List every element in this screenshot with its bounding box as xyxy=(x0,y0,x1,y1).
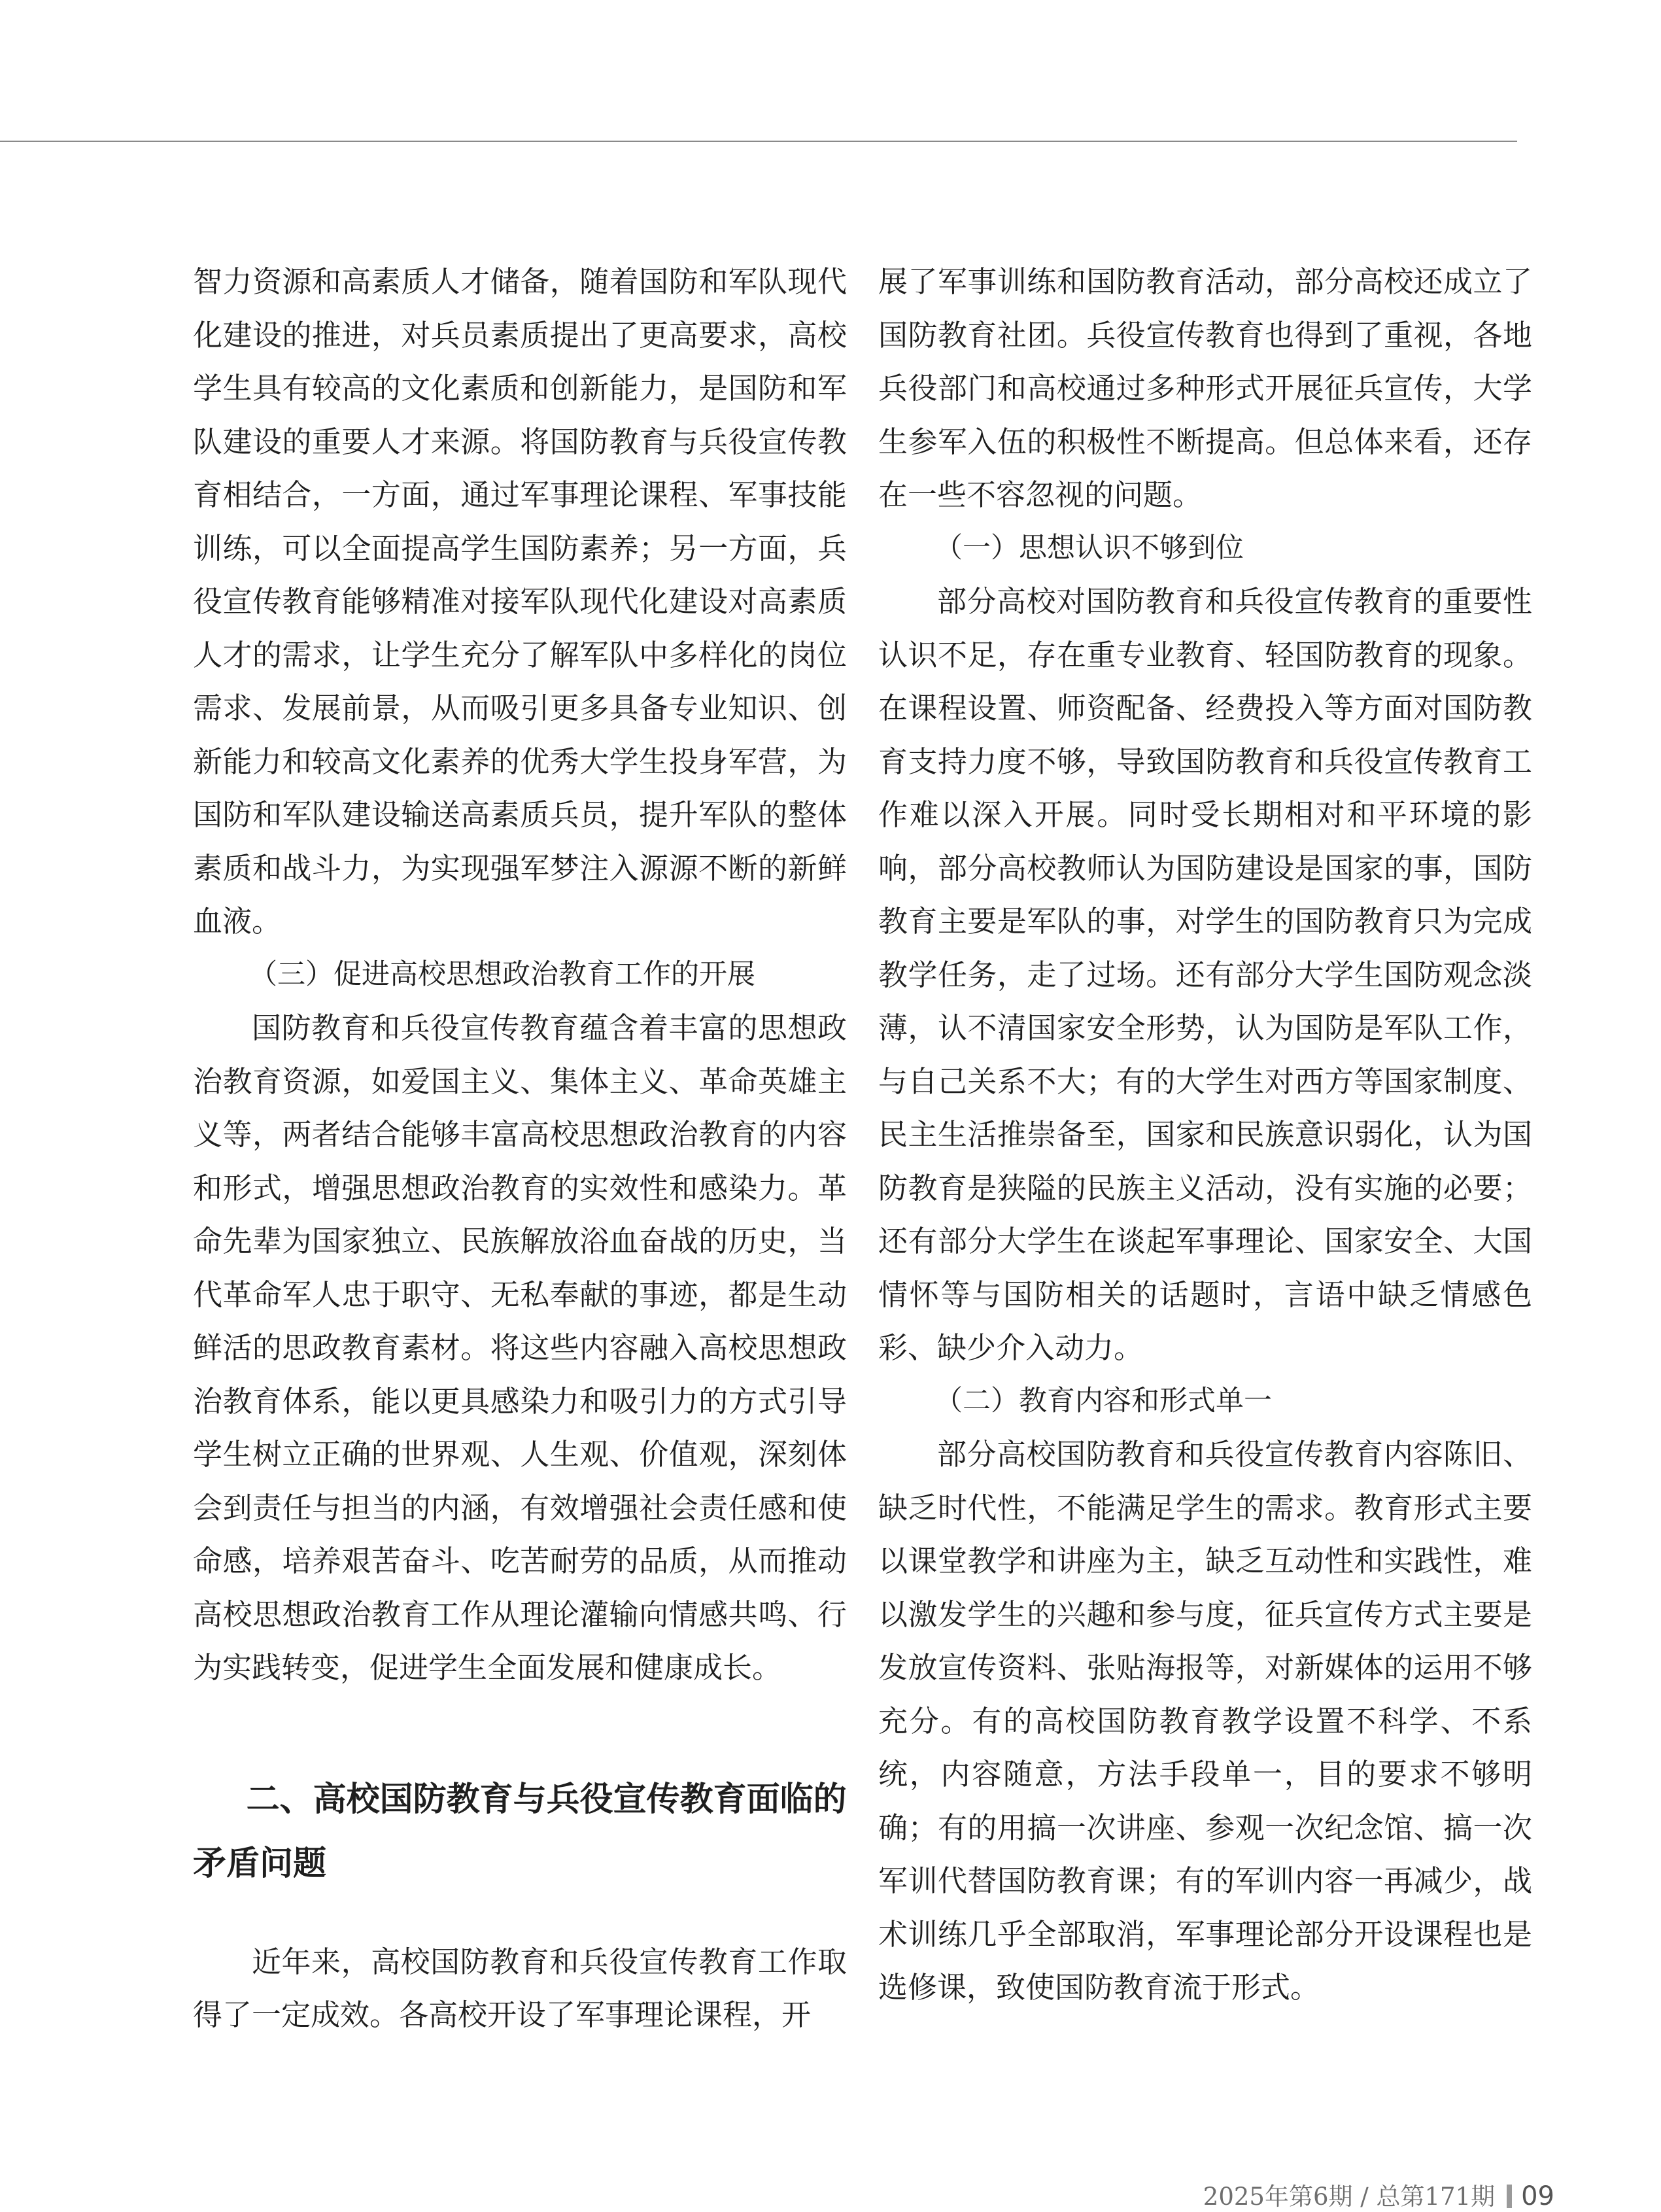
page-footer xyxy=(1203,2177,1554,2212)
subsection-heading: （二）教育内容和形式单一 xyxy=(934,1384,1272,1417)
left-column xyxy=(193,255,847,2042)
body-paragraph: 展了军事训练和国防教育活动，部分高校还成立了国防教育社团。兵役宣传教育也得到了重视，各地兵役部门和高校通过多种形式开展征兵宣传，大学生参军入伍的积极性不断提高。但总体来看，还存在一些不容忽视的问题。 xyxy=(878,264,1532,512)
page-number: 09 xyxy=(1521,2181,1554,2211)
body-paragraph: 近年来，高校国防教育和兵役宣传教育工作取得了一定成效。各高校开设了军事理论课程，开 xyxy=(193,1944,847,2032)
header-rule xyxy=(0,141,1517,142)
subsection-heading: （三）促进高校思想政治教育工作的开展 xyxy=(249,958,755,991)
body-paragraph: 国防教育和兵役宣传教育蕴含着丰富的思想政治教育资源，如爱国主义、集体主义、革命英雄主义等，两者结合能够丰富高校思想政治教育的内容和形式，增强思想政治教育的实效性和感染力。革命先辈为国家独立、民族解放浴血奋战的历史，当代革命军人忠于职守、无私奉献的事迹，都是生动鲜活的思政教育素材。将这些内容融入高校思想政治教育体系，能以更具感染力和吸引力的方式引导学生树立正确的世界观、人生观、价值观，深刻体会到责任与担当的内涵，有效增强社会责任感和使命感，培养艰苦奋斗、吃苦耐劳的品质，从而推动高校思想政治教育工作从理论灌输向情感共鸣、行为实践转变，促进学生全面发展和健康成长。 xyxy=(193,1011,847,1685)
section-heading: 二、高校国防教育与兵役宣传教育面临的矛盾问题 xyxy=(193,1780,847,1883)
subsection-heading: （一）思想认识不够到位 xyxy=(934,531,1244,564)
issue-label: 2025年第6期 / 总第171期 xyxy=(1203,2183,1496,2211)
body-paragraph: 部分高校对国防教育和兵役宣传教育的重要性认识不足，存在重专业教育、轻国防教育的现象。在课程设置、师资配备、经费投入等方面对国防教育支持力度不够，导致国防教育和兵役宣传教育工作难以深入开展。同时受长期相对和平环境的影响，部分高校教师认为国防建设是国家的事，国防教育主要是军队的事，对学生的国防教育只为完成教学任务，走了过场。还有部分大学生国防观念淡薄，认不清国家安全形势，认为国防是军队工作，与自己关系不大；有的大学生对西方等国家制度、民主生活推崇备至，国家和民族意识弱化，认为国防教育是狭隘的民族主义活动，没有实施的必要；还有部分大学生在谈起军事理论、国家安全、大国情怀等与国防相关的话题时，言语中缺乏情感色彩、缺少介入动力。 xyxy=(878,584,1532,1365)
body-paragraph: 部分高校国防教育和兵役宣传教育内容陈旧、缺乏时代性，不能满足学生的需求。教育形式主要以课堂教学和讲座为主，缺乏互动性和实践性，难以激发学生的兴趣和参与度，征兵宣传方式主要是发放宣传资料、张贴海报等，对新媒体的运用不够充分。有的高校国防教育教学设置不科学、不系统，内容随意，方法手段单一，目的要求不够明确；有的用搞一次讲座、参观一次纪念馆、搞一次军训代替国防教育课；有的军训内容一再减少，战术训练几乎全部取消，军事理论部分开设课程也是选修课，致使国防教育流于形式。 xyxy=(878,1437,1532,2005)
body-paragraph: 智力资源和高素质人才储备，随着国防和军队现代化建设的推进，对兵员素质提出了更高要求，高校学生具有较高的文化素质和创新能力，是国防和军队建设的重要人才来源。将国防教育与兵役宣传教育相结合，一方面，通过军事理论课程、军事技能训练，可以全面提高学生国防素养；另一方面，兵役宣传教育能够精准对接军队现代化建设对高素质人才的需求，让学生充分了解军队中多样化的岗位需求、发展前景，从而吸引更多具备专业知识、创新能力和较高文化素养的优秀大学生投身军营，为国防和军队建设输送高素质兵员，提升军队的整体素质和战斗力，为实现强军梦注入源源不断的新鲜血液。 xyxy=(193,264,847,939)
footer-divider xyxy=(1507,2185,1512,2208)
right-column xyxy=(878,255,1532,2014)
